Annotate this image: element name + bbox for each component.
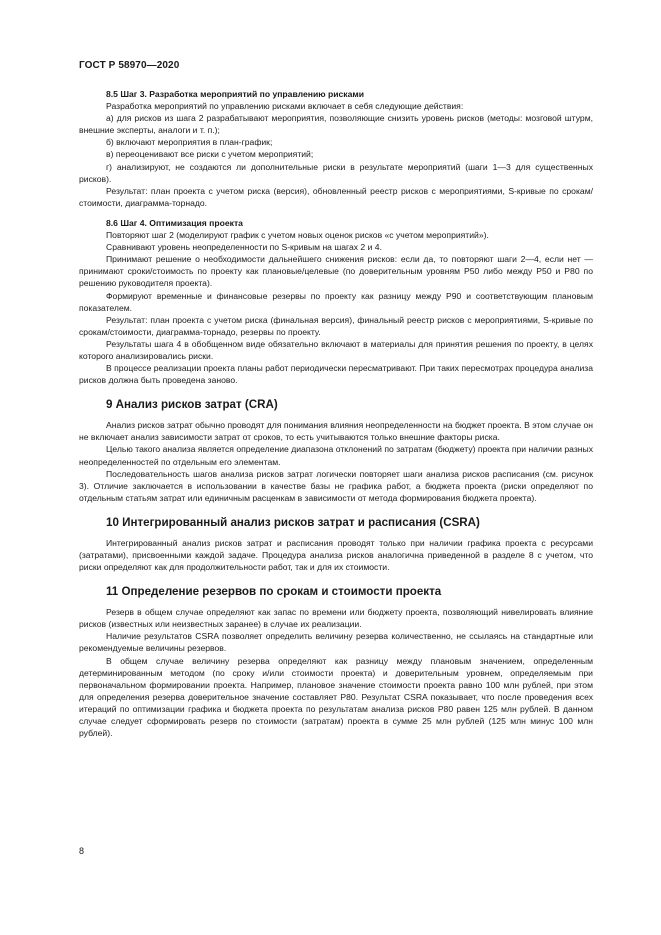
paragraph: Последовательность шагов анализа рисков затрат логически повторяет шаги анализа рисков расписания (см. рисунок 3). Отличие заключается в использовании в качестве базы не графика работ, а бюджета проекта (риски определяют по отдельным статьям затрат или единичным расценкам в зависимости от метода формирования бюджета проекта).: [79, 468, 593, 503]
paragraph: Результат: план проекта с учетом риска (финальная версия), финальный реестр рисков с мероприятиями, S-кривые по срокам/стоимости, диаграмма-торнадо, резервы по проекту.: [79, 314, 593, 337]
subsection-heading: 8.6 Шаг 4. Оптимизация проекта: [106, 217, 243, 228]
paragraph: г) анализируют, не создаются ли дополнительные риски в результате мероприятий (шаги 1—3 для существенных рисков).: [79, 161, 593, 184]
paragraph: Разработка мероприятий по управлению рисками включает в себя следующие действия:: [106, 101, 464, 112]
paragraph: Анализ рисков затрат обычно проводят для понимания влияния неопределенности на бюджет проекта. В этом случае он не включает анализ зависимости затрат от сроков, то есть учитываются только внешние факторы риска.: [79, 420, 593, 443]
paragraph: Формируют временные и финансовые резервы по проекту как разницу между Р90 и соответствующим плановым показателем.: [79, 290, 593, 313]
paragraph: а) для рисков из шага 2 разрабатывают мероприятия, позволяющие снизить уровень рисков (методы: мозговой штурм, внешние эксперты, аналоги и т. п.);: [79, 113, 593, 136]
section-heading: 11 Определение резервов по срокам и стоимости проекта: [106, 585, 442, 599]
paragraph: Повторяют шаг 2 (моделируют график с учетом новых оценок рисков «с учетом мероприятий»).: [106, 230, 489, 241]
paragraph: Принимают решение о необходимости дальнейшего снижения рисков: если да, то повторяют шаги 2—4, если нет — принимают сроки/стоимость по проекту как плановые/целевые (по доверительным уровням Р50 либо между Р50 и Р80 по решению руководителя проекта).: [79, 254, 593, 289]
paragraph: В процессе реализации проекта планы работ периодически пересматривают. При таких пересмотрах процедура анализа рисков должна быть проведена заново.: [79, 363, 593, 386]
paragraph: б) включают мероприятия в план-график;: [106, 137, 273, 148]
document-header: ГОСТ Р 58970—2020: [79, 60, 180, 71]
section-heading: 9 Анализ рисков затрат (CRA): [106, 398, 278, 412]
paragraph: Резерв в общем случае определяют как запас по времени или бюджету проекта, позволяющий нивелировать влияние рисков (известных или неизвестных заранее) в случае их реализации.: [79, 607, 593, 630]
paragraph: Наличие результатов CSRA позволяет определить величину резерва количественно, не ссылаясь на стандартные или рекомендуемые величины резервов.: [79, 631, 593, 654]
page-number: 8: [79, 846, 85, 856]
paragraph: Целью такого анализа является определение диапазона отклонений по затратам (бюджету) проекта при наличии разных неопределенностей по отдельным его элементам.: [79, 444, 593, 467]
paragraph: в) переоценивают все риски с учетом мероприятий;: [106, 149, 314, 160]
paragraph: Сравнивают уровень неопределенности по S-кривым на шагах 2 и 4.: [106, 242, 382, 253]
paragraph: Интегрированный анализ рисков затрат и расписания проводят только при наличии графика проекта с ресурсами (затратами), присвоенными каждой задаче. Процедура анализа рисков аналогична приведенной в разделе 8 с учетом, что риски определяют как для продолжительности работ, так и для их стоимости.: [79, 537, 593, 573]
paragraph: Результат: план проекта с учетом риска (версия), обновленный реестр рисков с мероприятиями, S-кривые по срокам/стоимости, диаграмма-торнадо.: [79, 185, 593, 208]
spacer: [79, 209, 593, 217]
subsection-heading: 8.5 Шаг 3. Разработка мероприятий по управлению рисками: [106, 89, 364, 99]
paragraph: В общем случае величину резерва определяют как разницу между плановым значением, определенным детерминированным методом (по сроку и/или стоимости проекта) и доверительным уровнем, определяемым при первоначальном формировании проекта. Например, плановое значение стоимости проекта равно 100 млн рублей, при этом для определения резерва доверительное значение составляет Р80. Результат CSRA показывает, что после проведения всех итераций по оптимизации графика и бюджета проекта по результатам анализа рисков Р80 равен 125 млн рублей. В данном случае следует сформировать резерв по стоимости (затратам) проекта в сумме 25 млн рублей (125 млн минус 100 млн рублей).: [79, 655, 593, 739]
paragraph: Результаты шага 4 в обобщенном виде обязательно включают в материалы для принятия решения по проекту, в целях которого анализировались риски.: [79, 338, 593, 361]
section-heading: 10 Интегрированный анализ рисков затрат и расписания (CSRA): [106, 515, 480, 529]
document-body: [79, 88, 593, 739]
